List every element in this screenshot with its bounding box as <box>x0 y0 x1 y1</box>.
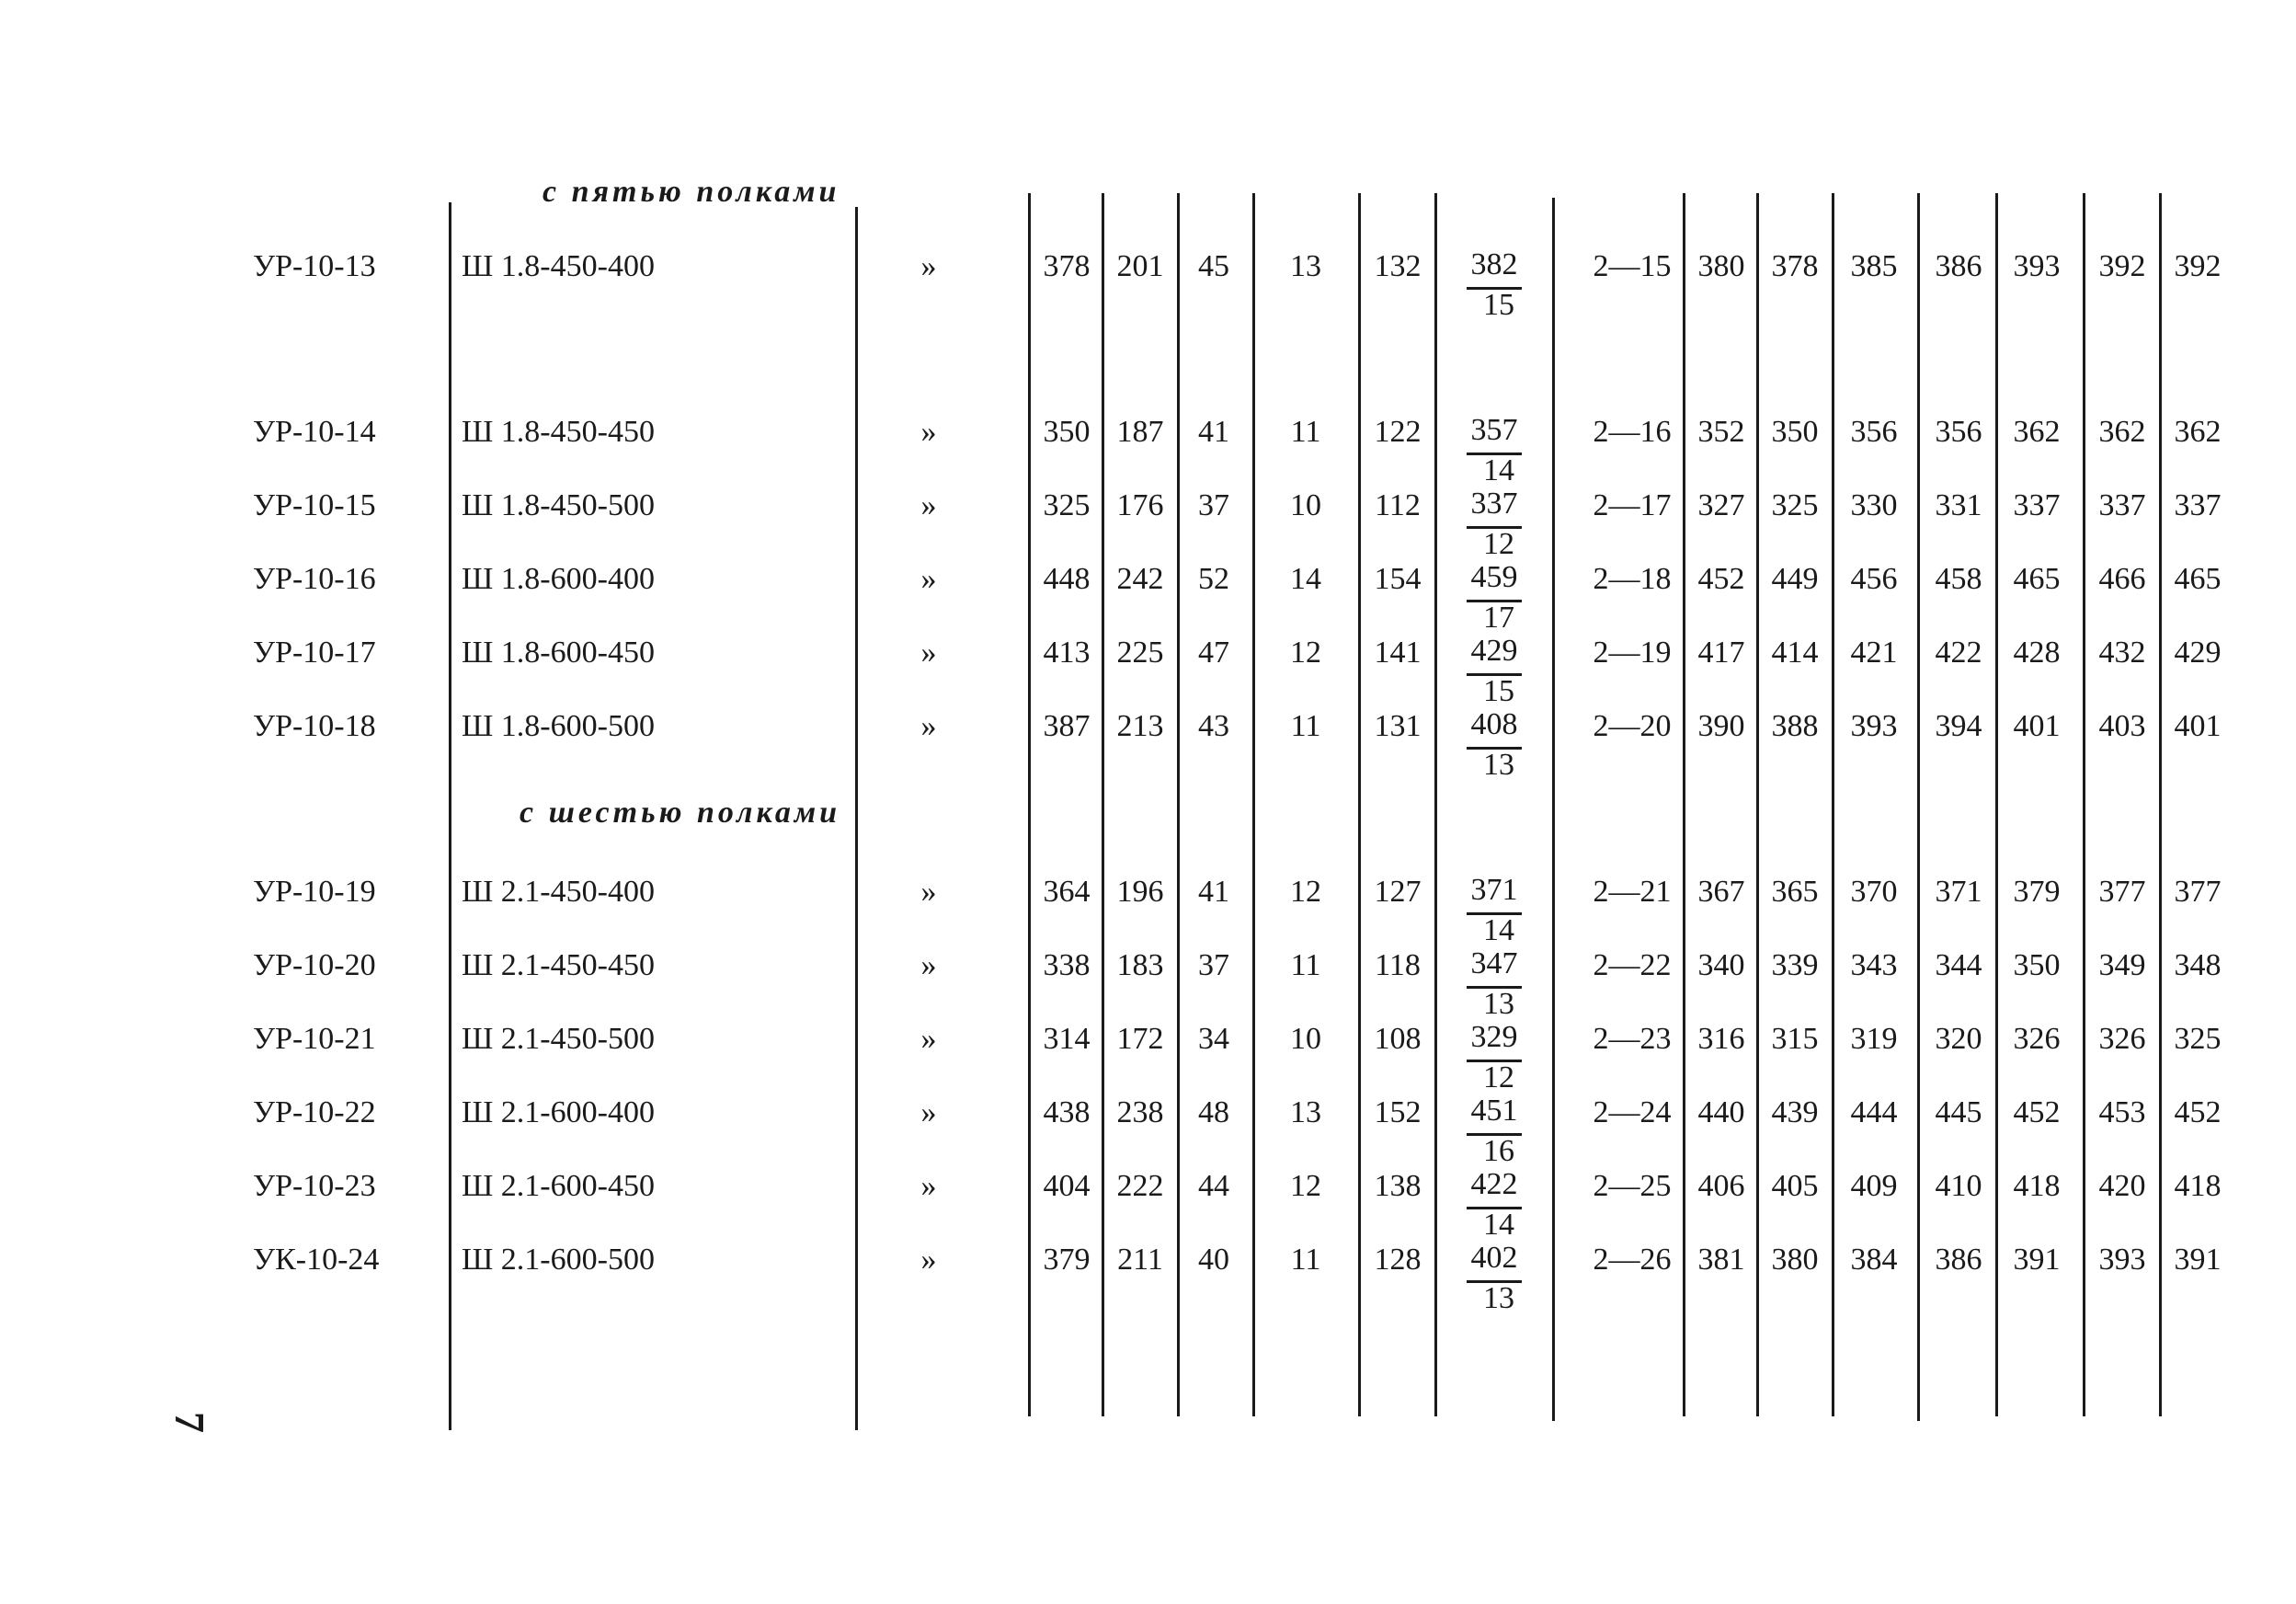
row-mark: УК-10-24 <box>253 1243 380 1277</box>
value-cell: 338 <box>1043 948 1091 982</box>
weight-cell: 414 <box>1771 636 1819 670</box>
value-cell: 48 <box>1198 1095 1229 1129</box>
column-rule <box>1995 193 1998 1416</box>
fraction-numerator: 402 <box>1470 1241 1518 1275</box>
row-code: Ш 2.1-450-450 <box>462 948 655 982</box>
weight-cell: 458 <box>1935 562 1982 596</box>
value-cell: 41 <box>1198 415 1229 449</box>
row-mark: УР-10-23 <box>253 1169 376 1203</box>
value-cell: 314 <box>1043 1022 1091 1056</box>
weight-cell: 428 <box>2013 636 2061 670</box>
value-cell: 211 <box>1117 1243 1163 1277</box>
value-cell: 387 <box>1043 709 1091 743</box>
weight-cell: 320 <box>1935 1022 1982 1056</box>
value-cell: 37 <box>1198 488 1229 522</box>
weight-cell: 349 <box>2098 948 2146 982</box>
weight-cell: 403 <box>2098 709 2146 743</box>
weight-cell: 350 <box>1771 415 1819 449</box>
weight-cell: 444 <box>1850 1095 1898 1129</box>
weight-cell: 325 <box>2174 1022 2222 1056</box>
fraction-numerator: 371 <box>1470 873 1518 907</box>
reference-cell: 2—19 <box>1593 636 1672 670</box>
row-mark: УР-10-18 <box>253 709 376 743</box>
value-cell: 12 <box>1290 875 1321 909</box>
weight-cell: 340 <box>1697 948 1745 982</box>
reference-cell: 2—23 <box>1593 1022 1672 1056</box>
row-code: Ш 2.1-600-400 <box>462 1095 655 1129</box>
weight-cell: 316 <box>1697 1022 1745 1056</box>
weight-cell: 381 <box>1697 1243 1745 1277</box>
value-cell: 10 <box>1290 1022 1321 1056</box>
value-cell: 12 <box>1290 1169 1321 1203</box>
reference-cell: 2—24 <box>1593 1095 1672 1129</box>
value-cell: 404 <box>1043 1169 1091 1203</box>
fraction-numerator: 422 <box>1470 1167 1518 1201</box>
weight-cell: 432 <box>2098 636 2146 670</box>
column-rule <box>1756 193 1759 1416</box>
row-code: Ш 1.8-450-500 <box>462 488 655 522</box>
value-cell: 364 <box>1043 875 1091 909</box>
value-cell: 132 <box>1374 249 1422 283</box>
weight-cell: 378 <box>1771 249 1819 283</box>
weight-cell: 465 <box>2013 562 2061 596</box>
weight-cell: 327 <box>1697 488 1745 522</box>
weight-cell: 384 <box>1850 1243 1898 1277</box>
weight-cell: 418 <box>2013 1169 2061 1203</box>
value-cell: 176 <box>1116 488 1164 522</box>
reference-cell: 2—16 <box>1593 415 1672 449</box>
weight-cell: 390 <box>1697 709 1745 743</box>
fraction-denominator: 15 <box>1483 674 1514 708</box>
weight-cell: 393 <box>2098 1243 2146 1277</box>
value-cell: 448 <box>1043 562 1091 596</box>
column-rule <box>855 207 858 1430</box>
value-cell: 413 <box>1043 636 1091 670</box>
row-mark: УР-10-13 <box>253 249 376 283</box>
value-cell: 34 <box>1198 1022 1229 1056</box>
weight-cell: 388 <box>1771 709 1819 743</box>
fraction-denominator: 14 <box>1483 1208 1514 1242</box>
value-cell: 11 <box>1290 1243 1321 1277</box>
section-heading: с пятью полками <box>543 175 840 209</box>
weight-cell: 405 <box>1771 1169 1819 1203</box>
fraction-numerator: 357 <box>1470 413 1518 447</box>
weight-cell: 392 <box>2174 249 2222 283</box>
weight-cell: 362 <box>2013 415 2061 449</box>
weight-cell: 365 <box>1771 875 1819 909</box>
weight-cell: 344 <box>1935 948 1982 982</box>
value-cell: 44 <box>1198 1169 1229 1203</box>
weight-cell: 350 <box>2013 948 2061 982</box>
fraction-numerator: 347 <box>1470 946 1518 980</box>
value-cell: 41 <box>1198 875 1229 909</box>
weight-cell: 452 <box>2013 1095 2061 1129</box>
row-code: Ш 2.1-450-500 <box>462 1022 655 1056</box>
weight-cell: 339 <box>1771 948 1819 982</box>
weight-cell: 377 <box>2098 875 2146 909</box>
weight-cell: 429 <box>2174 636 2222 670</box>
value-cell: 14 <box>1290 562 1321 596</box>
weight-cell: 330 <box>1850 488 1898 522</box>
reference-cell: 2—21 <box>1593 875 1672 909</box>
reference-cell: 2—17 <box>1593 488 1672 522</box>
value-cell: 225 <box>1116 636 1164 670</box>
column-rule <box>449 202 451 1430</box>
weight-cell: 394 <box>1935 709 1982 743</box>
value-cell: 10 <box>1290 488 1321 522</box>
fraction-denominator: 12 <box>1483 527 1514 561</box>
row-mark: УР-10-14 <box>253 415 376 449</box>
reference-cell: 2—26 <box>1593 1243 1672 1277</box>
column-rule <box>1252 193 1255 1416</box>
weight-cell: 362 <box>2174 415 2222 449</box>
fraction-denominator: 13 <box>1483 987 1514 1021</box>
weight-cell: 319 <box>1850 1022 1898 1056</box>
fraction-numerator: 329 <box>1470 1020 1518 1054</box>
ditto-mark: » <box>920 1022 937 1056</box>
column-rule <box>1683 193 1685 1416</box>
weight-cell: 386 <box>1935 249 1982 283</box>
row-mark: УР-10-17 <box>253 636 376 670</box>
value-cell: 350 <box>1043 415 1091 449</box>
value-cell: 11 <box>1290 948 1321 982</box>
value-cell: 131 <box>1374 709 1422 743</box>
weight-cell: 440 <box>1697 1095 1745 1129</box>
column-rule <box>1434 193 1437 1416</box>
value-cell: 47 <box>1198 636 1229 670</box>
value-cell: 11 <box>1290 709 1321 743</box>
row-code: Ш 1.8-600-400 <box>462 562 655 596</box>
column-rule <box>1917 193 1920 1421</box>
value-cell: 127 <box>1374 875 1422 909</box>
weight-cell: 452 <box>2174 1095 2222 1129</box>
ditto-mark: » <box>920 562 937 596</box>
value-cell: 37 <box>1198 948 1229 982</box>
ditto-mark: » <box>920 1095 937 1129</box>
fraction-numerator: 408 <box>1470 707 1518 741</box>
fraction-numerator: 451 <box>1470 1094 1518 1128</box>
fraction-numerator: 337 <box>1470 487 1518 521</box>
weight-cell: 356 <box>1850 415 1898 449</box>
weight-cell: 409 <box>1850 1169 1898 1203</box>
fraction-denominator: 16 <box>1483 1134 1514 1168</box>
column-rule <box>2083 193 2085 1416</box>
value-cell: 141 <box>1374 636 1422 670</box>
value-cell: 222 <box>1116 1169 1164 1203</box>
section-heading: с шестью полками <box>520 796 841 830</box>
row-code: Ш 1.8-450-450 <box>462 415 655 449</box>
weight-cell: 371 <box>1935 875 1982 909</box>
ditto-mark: » <box>920 488 937 522</box>
row-code: Ш 1.8-600-450 <box>462 636 655 670</box>
column-rule <box>1358 193 1361 1416</box>
ditto-mark: » <box>920 875 937 909</box>
weight-cell: 410 <box>1935 1169 1982 1203</box>
column-rule <box>2159 193 2162 1416</box>
weight-cell: 326 <box>2098 1022 2146 1056</box>
row-mark: УР-10-15 <box>253 488 376 522</box>
ditto-mark: » <box>920 709 937 743</box>
weight-cell: 326 <box>2013 1022 2061 1056</box>
value-cell: 43 <box>1198 709 1229 743</box>
weight-cell: 337 <box>2098 488 2146 522</box>
row-mark: УР-10-22 <box>253 1095 376 1129</box>
value-cell: 238 <box>1116 1095 1164 1129</box>
value-cell: 379 <box>1043 1243 1091 1277</box>
value-cell: 40 <box>1198 1243 1229 1277</box>
column-rule <box>1832 193 1834 1416</box>
weight-cell: 380 <box>1771 1243 1819 1277</box>
ditto-mark: » <box>920 415 937 449</box>
weight-cell: 386 <box>1935 1243 1982 1277</box>
value-cell: 138 <box>1374 1169 1422 1203</box>
fraction-denominator: 13 <box>1483 748 1514 782</box>
column-rule <box>1177 193 1180 1416</box>
weight-cell: 406 <box>1697 1169 1745 1203</box>
fraction-numerator: 382 <box>1470 247 1518 281</box>
weight-cell: 453 <box>2098 1095 2146 1129</box>
weight-cell: 391 <box>2174 1243 2222 1277</box>
weight-cell: 456 <box>1850 562 1898 596</box>
weight-cell: 379 <box>2013 875 2061 909</box>
weight-cell: 401 <box>2174 709 2222 743</box>
weight-cell: 331 <box>1935 488 1982 522</box>
value-cell: 118 <box>1375 948 1421 982</box>
value-cell: 201 <box>1116 249 1164 283</box>
reference-cell: 2—22 <box>1593 948 1672 982</box>
row-code: Ш 1.8-450-400 <box>462 249 655 283</box>
ditto-mark: » <box>920 636 937 670</box>
weight-cell: 420 <box>2098 1169 2146 1203</box>
value-cell: 152 <box>1374 1095 1422 1129</box>
value-cell: 13 <box>1290 1095 1321 1129</box>
reference-cell: 2—15 <box>1593 249 1672 283</box>
weight-cell: 393 <box>2013 249 2061 283</box>
reference-cell: 2—18 <box>1593 562 1672 596</box>
row-mark: УР-10-21 <box>253 1022 376 1056</box>
page-number: 7 <box>166 1412 213 1433</box>
row-mark: УР-10-20 <box>253 948 376 982</box>
value-cell: 213 <box>1116 709 1164 743</box>
weight-cell: 380 <box>1697 249 1745 283</box>
weight-cell: 337 <box>2013 488 2061 522</box>
weight-cell: 466 <box>2098 562 2146 596</box>
weight-cell: 367 <box>1697 875 1745 909</box>
reference-cell: 2—25 <box>1593 1169 1672 1203</box>
weight-cell: 385 <box>1850 249 1898 283</box>
fraction-denominator: 13 <box>1483 1281 1514 1315</box>
row-code: Ш 2.1-600-500 <box>462 1243 655 1277</box>
value-cell: 52 <box>1198 562 1229 596</box>
value-cell: 108 <box>1374 1022 1422 1056</box>
weight-cell: 370 <box>1850 875 1898 909</box>
value-cell: 325 <box>1043 488 1091 522</box>
weight-cell: 422 <box>1935 636 1982 670</box>
value-cell: 187 <box>1116 415 1164 449</box>
fraction-denominator: 12 <box>1483 1060 1514 1094</box>
value-cell: 438 <box>1043 1095 1091 1129</box>
row-code: Ш 1.8-600-500 <box>462 709 655 743</box>
weight-cell: 392 <box>2098 249 2146 283</box>
value-cell: 45 <box>1198 249 1229 283</box>
ditto-mark: » <box>920 1243 937 1277</box>
weight-cell: 418 <box>2174 1169 2222 1203</box>
weight-cell: 343 <box>1850 948 1898 982</box>
weight-cell: 315 <box>1771 1022 1819 1056</box>
fraction-numerator: 459 <box>1470 560 1518 594</box>
weight-cell: 377 <box>2174 875 2222 909</box>
value-cell: 112 <box>1375 488 1421 522</box>
value-cell: 12 <box>1290 636 1321 670</box>
value-cell: 13 <box>1290 249 1321 283</box>
weight-cell: 449 <box>1771 562 1819 596</box>
fraction-numerator: 429 <box>1470 634 1518 668</box>
fraction-denominator: 17 <box>1483 601 1514 635</box>
weight-cell: 352 <box>1697 415 1745 449</box>
value-cell: 183 <box>1116 948 1164 982</box>
ditto-mark: » <box>920 1169 937 1203</box>
row-mark: УР-10-16 <box>253 562 376 596</box>
fraction-denominator: 14 <box>1483 913 1514 947</box>
weight-cell: 337 <box>2174 488 2222 522</box>
ditto-mark: » <box>920 948 937 982</box>
value-cell: 128 <box>1374 1243 1422 1277</box>
weight-cell: 325 <box>1771 488 1819 522</box>
weight-cell: 421 <box>1850 636 1898 670</box>
row-mark: УР-10-19 <box>253 875 376 909</box>
value-cell: 378 <box>1043 249 1091 283</box>
value-cell: 122 <box>1374 415 1422 449</box>
value-cell: 172 <box>1116 1022 1164 1056</box>
weight-cell: 465 <box>2174 562 2222 596</box>
weight-cell: 417 <box>1697 636 1745 670</box>
fraction-denominator: 14 <box>1483 453 1514 487</box>
weight-cell: 445 <box>1935 1095 1982 1129</box>
weight-cell: 401 <box>2013 709 2061 743</box>
row-code: Ш 2.1-450-400 <box>462 875 655 909</box>
weight-cell: 356 <box>1935 415 1982 449</box>
weight-cell: 348 <box>2174 948 2222 982</box>
row-code: Ш 2.1-600-450 <box>462 1169 655 1203</box>
weight-cell: 452 <box>1697 562 1745 596</box>
weight-cell: 439 <box>1771 1095 1819 1129</box>
weight-cell: 362 <box>2098 415 2146 449</box>
column-rule <box>1102 193 1104 1416</box>
reference-cell: 2—20 <box>1593 709 1672 743</box>
weight-cell: 393 <box>1850 709 1898 743</box>
column-rule <box>1552 198 1555 1421</box>
value-cell: 11 <box>1290 415 1321 449</box>
weight-cell: 391 <box>2013 1243 2061 1277</box>
value-cell: 242 <box>1116 562 1164 596</box>
value-cell: 154 <box>1374 562 1422 596</box>
value-cell: 196 <box>1116 875 1164 909</box>
fraction-denominator: 15 <box>1483 288 1514 322</box>
ditto-mark: » <box>920 249 937 283</box>
column-rule <box>1028 193 1031 1416</box>
